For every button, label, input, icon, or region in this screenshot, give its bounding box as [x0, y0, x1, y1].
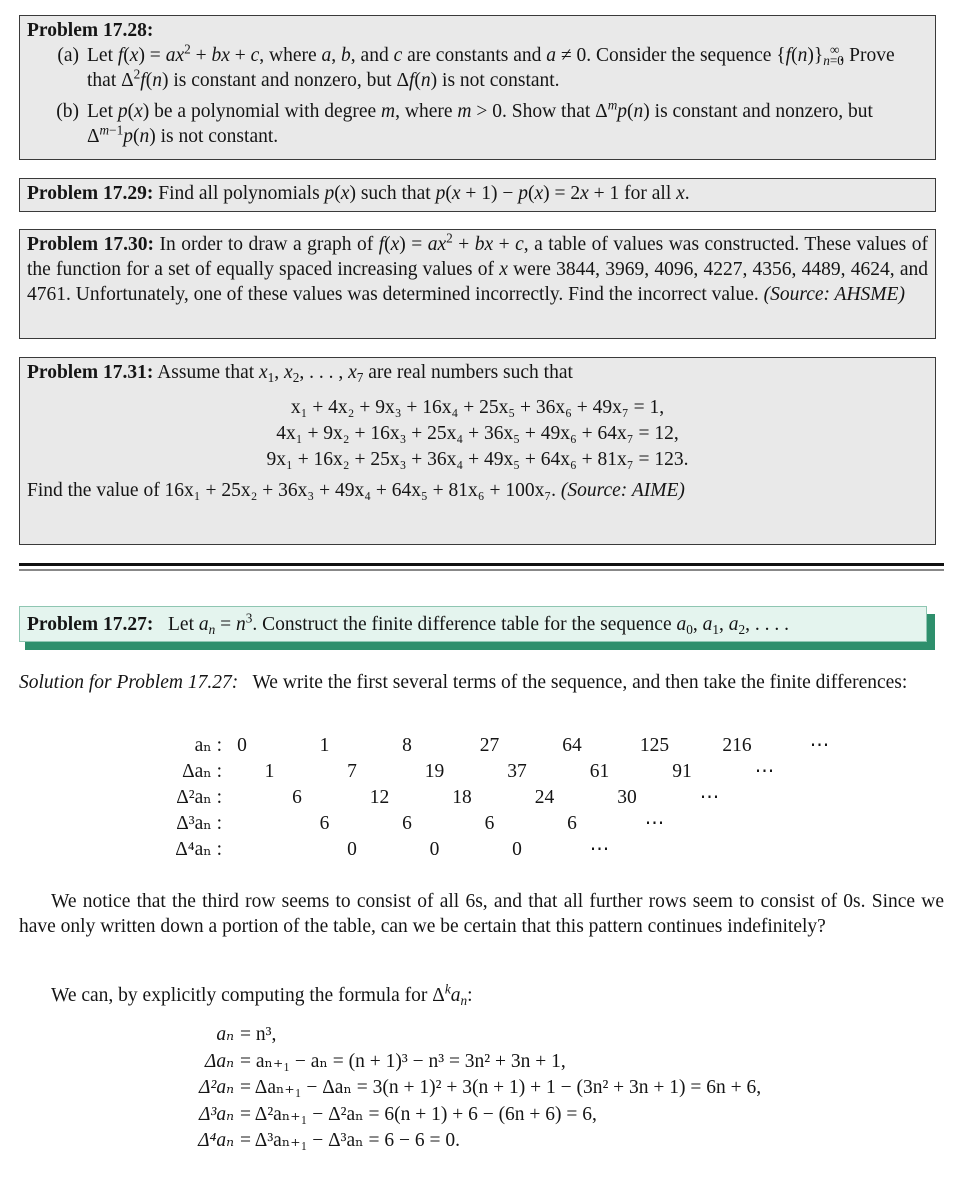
table-cell: 1	[264, 761, 275, 782]
part-label: (b)	[56, 101, 79, 122]
derivation-lhs: Δaₙ	[204, 1050, 234, 1072]
table-cell: 6	[484, 813, 495, 834]
table-row-label: Δ²aₙ :	[176, 787, 222, 808]
table-cell: 64	[562, 735, 582, 756]
problem-question: Find the value of 16x₁ + 25x₂ + 36x₃ + 49x₄ + 64x₅ + 81x₆ + 100x₇.	[27, 480, 557, 501]
paragraph-observation: We notice that the third row seems to consist of all 6s, and that all further rows seem to consist of 0s. Since we have only written down a portion of the table, can we be certain that this pattern continues indefinitely?	[19, 891, 944, 937]
derivation-rhs: = Δ²aₙ₊₁ − Δ²aₙ = 6(n + 1) + 6 − (6n + 6) = 6,	[240, 1103, 597, 1125]
derivation-block	[160, 1022, 860, 1155]
section-divider-thin	[19, 569, 944, 571]
problem-17-29-box	[19, 178, 936, 212]
table-cell: 12	[369, 787, 390, 808]
paragraph-explicit: We can, by explicitly computing the formula for $\Delta^ka_n$:	[51, 981, 473, 1008]
derivation-line	[160, 1075, 860, 1102]
problem-text: Let $a_n = n^3$. Construct the finite difference table for the sequence $a_0$, $a_1$, $a_2$, . . . .	[158, 610, 789, 637]
table-cell: 0	[512, 839, 522, 860]
problem-title: Problem 17.29:	[27, 183, 154, 204]
derivation-rhs: = Δaₙ₊₁ − Δaₙ = 3(n + 1)² + 3(n + 1) + 1 − (3n² + 3n + 1) = 6n + 6,	[240, 1077, 762, 1098]
derivation-rhs: = aₙ₊₁ − aₙ = (n + 1)³ − n³ = 3n² + 3n + 1,	[240, 1050, 566, 1072]
table-cell: 216	[722, 735, 752, 756]
table-cell: 24	[534, 787, 555, 808]
part-label: (a)	[57, 45, 79, 66]
finite-difference-table	[160, 733, 830, 863]
table-cell: 27	[479, 735, 500, 756]
table-row-label: Δ³aₙ :	[176, 813, 222, 834]
derivation-lhs: Δ³aₙ	[199, 1103, 234, 1125]
table-cell: 0	[347, 839, 357, 860]
derivation-rhs: = n³,	[240, 1024, 277, 1045]
solution-intro	[19, 670, 944, 695]
problem-title: Problem 17.30:	[27, 234, 154, 255]
table-row-label: Δ⁴aₙ :	[175, 839, 222, 860]
part-text: Let $f(x) = ax^2$ + bx + c, where a, b, and c are constants and a ≠ 0. Consider the sequence $\{f(n)\}_{n=0}^\infty$. Prove that $\Delta^2f(n)$ is constant and nonzero, but Δf(n) is not constant.	[87, 41, 895, 91]
table-cell: 6	[402, 813, 412, 834]
problem-text: Find all polynomials p(x) such that p(x + 1) − p(x) = 2x + 1 for all x.	[158, 183, 690, 204]
table-cell: 19	[424, 761, 445, 782]
table-cell: ⋯	[754, 761, 775, 782]
table-row-label: aₙ :	[194, 735, 222, 756]
table-cell: 6	[292, 787, 302, 808]
derivation-lhs: Δ²aₙ	[199, 1077, 234, 1098]
problem-17-27-box	[19, 606, 927, 642]
table-cell: 7	[347, 761, 357, 782]
table-cell: 8	[402, 735, 412, 756]
table-cell: 1	[319, 735, 330, 756]
table-cell: 6	[319, 813, 330, 834]
table-cell: 18	[452, 787, 472, 808]
table-row-label: Δaₙ :	[182, 761, 222, 782]
table-cell: 37	[507, 761, 527, 782]
table-cell: 6	[567, 813, 577, 834]
problem-source: (Source: AIME)	[560, 480, 685, 501]
derivation-lhs: Δ⁴aₙ	[198, 1130, 234, 1151]
section-divider-thick	[19, 563, 944, 566]
table-cell: 30	[617, 787, 637, 808]
table-cell: 0	[237, 735, 247, 756]
solution-heading: Solution for Problem 17.27:	[19, 672, 239, 693]
derivation-lhs: aₙ	[216, 1024, 234, 1045]
problem-title: Problem 17.31:	[27, 362, 154, 383]
problem-17-30-box	[19, 229, 936, 339]
derivation-line	[160, 1049, 860, 1076]
table-cell: ⋯	[644, 813, 665, 834]
problem-intro: Assume that $x_1$, $x_2$, . . . , $x_7$ are real numbers such that	[157, 362, 573, 385]
problem-17-28-box	[19, 15, 936, 160]
solution-intro-text: We write the first several terms of the sequence, and then take the finite differences:	[252, 672, 908, 693]
problem-part-a	[27, 43, 928, 93]
table-cell: 125	[639, 735, 670, 756]
problem-source: (Source: AHSME)	[763, 284, 905, 305]
derivation-line	[160, 1128, 860, 1155]
equation-system	[27, 395, 928, 473]
problem-17-31-box	[19, 357, 936, 545]
table-cell: 0	[429, 839, 440, 860]
table-cell: ⋯	[809, 735, 830, 756]
table-cell: 61	[589, 761, 610, 782]
equation-1: x₁ + 4x₂ + 9x₃ + 16x₄ + 25x₅ + 36x₆ + 49x₇ = 1,	[290, 397, 665, 418]
equation-3: 9x₁ + 16x₂ + 25x₃ + 36x₄ + 49x₅ + 64x₆ + 81x₇ = 123.	[266, 449, 689, 470]
problem-part-b	[27, 99, 928, 149]
derivation-line	[160, 1102, 860, 1129]
derivation-rhs: = Δ³aₙ₊₁ − Δ³aₙ = 6 − 6 = 0.	[240, 1130, 460, 1151]
table-cell: 91	[672, 761, 692, 782]
problem-text: In order to draw a graph of $f(x) = ax^2$ + bx + c, a table of values was constructed. These values of the function for a set of equally spaced increasing values of x were 3844, 3969, 4096, 4227, 4356, 4489, 4624, and 4761. Unfortunately, one of these values was determined incorrectly. Find the incorrect value.	[27, 230, 928, 305]
problem-title: Problem 17.27:	[27, 614, 154, 635]
equation-2: 4x₁ + 9x₂ + 16x₃ + 25x₄ + 36x₅ + 49x₆ + 64x₇ = 12,	[276, 423, 679, 444]
problem-title: Problem 17.28:	[27, 20, 154, 41]
part-text: Let p(x) be a polynomial with degree m, where m > 0. Show that $\Delta^mp(n)$ is constant and nonzero, but $\Delta^{m-1}p(n)$ is not constant.	[87, 97, 873, 147]
derivation-line	[160, 1022, 860, 1049]
table-cell: ⋯	[589, 839, 610, 860]
table-cell: ⋯	[699, 787, 720, 808]
